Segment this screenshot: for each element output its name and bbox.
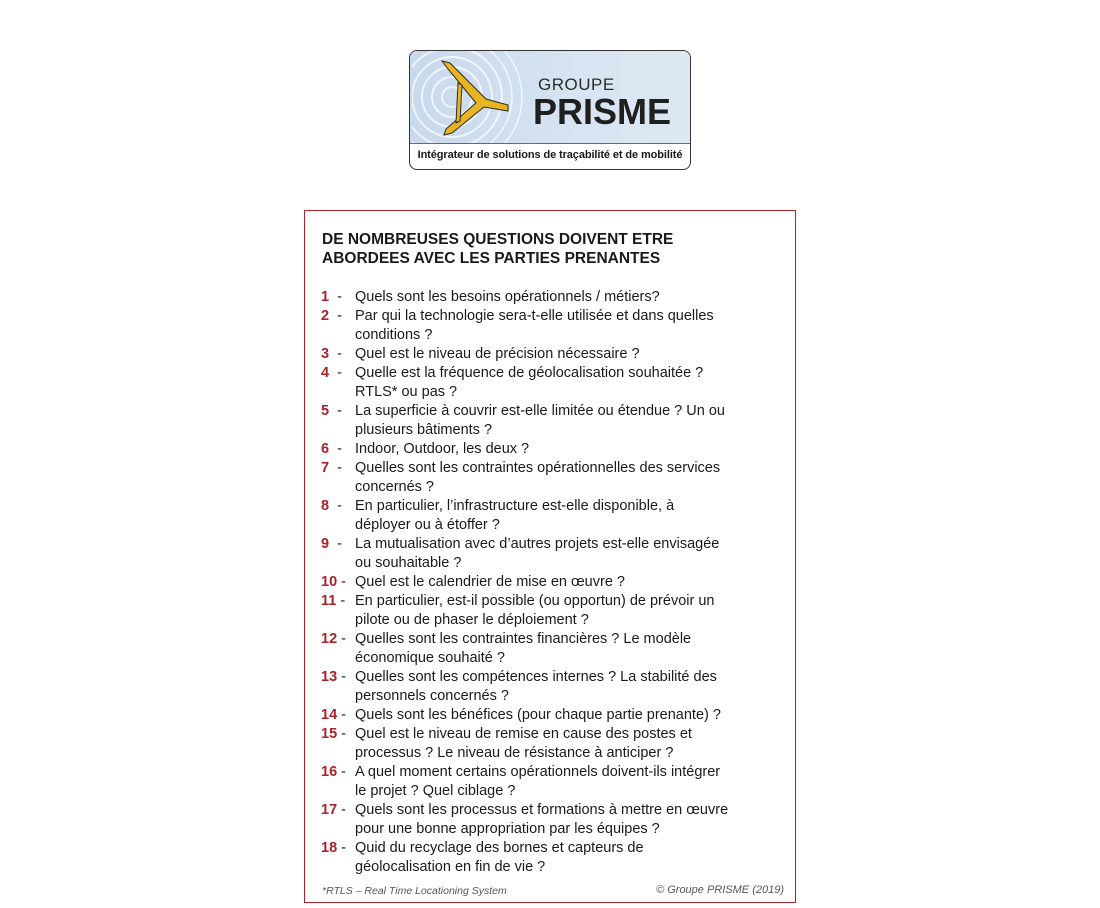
question-item <box>321 725 791 763</box>
question-number: 12 - <box>321 631 346 647</box>
heading-line: ABORDEES AVEC LES PARTIES PRENANTES <box>322 250 661 267</box>
question-item <box>321 497 791 535</box>
question-text-line: La superficie à couvrir est-elle limitée ou étendue ? Un ou <box>355 403 725 419</box>
question-number: 11 - <box>321 593 346 609</box>
logo-prisme-text: PRISME <box>533 91 672 132</box>
question-number-value: 4 <box>321 365 330 381</box>
question-text-line: ou souhaitable ? <box>355 555 462 571</box>
question-text-line: RTLS* ou pas ? <box>355 384 458 400</box>
question-text-line: déployer ou à étoffer ? <box>355 517 500 533</box>
question-text <box>355 535 791 573</box>
question-item <box>321 592 791 630</box>
question-text-line: Quid du recyclage des bornes et capteurs de <box>355 840 644 856</box>
question-text-line: processus ? Le niveau de résistance à anticiper ? <box>355 745 674 761</box>
question-text-line: Indoor, Outdoor, les deux ? <box>355 441 530 457</box>
question-number: 16 - <box>321 764 346 780</box>
question-text <box>355 345 791 364</box>
logo-banner <box>410 51 690 143</box>
question-item <box>321 763 791 801</box>
logo-tagline: Intégrateur de solutions de traçabilité et de mobilité <box>417 149 683 161</box>
question-text <box>355 440 791 459</box>
logo-divider <box>410 143 690 144</box>
question-item <box>321 459 791 497</box>
question-text <box>355 288 791 307</box>
question-text <box>355 725 791 763</box>
question-text <box>355 706 791 725</box>
question-item <box>321 345 791 364</box>
question-text-line: Par qui la technologie sera-t-elle utilisée et dans quelles <box>355 308 714 324</box>
question-number: 2 - <box>321 308 342 324</box>
question-item <box>321 668 791 706</box>
question-number: 14 - <box>321 707 346 723</box>
prism-emblem-icon <box>438 59 516 139</box>
question-item <box>321 307 791 345</box>
question-text-line: Quelles sont les contraintes opérationnelles des services <box>355 460 721 476</box>
question-text-line: En particulier, l’infrastructure est-elle disponible, à <box>355 498 675 514</box>
question-number: 7 - <box>321 460 342 476</box>
question-number-value: 2 <box>321 308 330 324</box>
question-number: 15 - <box>321 726 346 742</box>
question-number-value: 15 <box>321 726 338 742</box>
question-text-line: le projet ? Quel ciblage ? <box>355 783 516 799</box>
question-text <box>355 573 791 592</box>
copyright-notice: © Groupe PRISME (2019) <box>656 884 784 896</box>
question-number-value: 14 <box>321 707 338 723</box>
question-text-line: Quelles sont les compétences internes ? La stabilité des <box>355 669 717 685</box>
question-text-line: Quels sont les besoins opérationnels / métiers? <box>355 289 660 305</box>
question-item <box>321 801 791 839</box>
question-text <box>355 497 791 535</box>
question-text <box>355 459 791 497</box>
question-text-line: économique souhaité ? <box>355 650 505 666</box>
question-number-value: 7 <box>321 460 330 476</box>
question-text-line: Quel est le niveau de remise en cause des postes et <box>355 726 692 742</box>
question-text-line: Quelle est la fréquence de géolocalisation souhaitée ? <box>355 365 704 381</box>
question-text <box>355 763 791 801</box>
question-item <box>321 364 791 402</box>
question-text-line: géolocalisation en fin de vie ? <box>355 859 546 875</box>
question-number-value: 13 <box>321 669 338 685</box>
logo-groupe-text: GROUPE <box>538 75 615 94</box>
questions-list <box>321 288 791 877</box>
footnote-rtls: *RTLS – Real Time Locationing System <box>322 885 507 897</box>
question-number-value: 16 <box>321 764 338 780</box>
question-item <box>321 402 791 440</box>
question-text-line: Quels sont les bénéfices (pour chaque partie prenante) ? <box>355 707 721 723</box>
question-text-line: pilote ou de phaser le déploiement ? <box>355 612 589 628</box>
question-number: 1 - <box>321 289 342 305</box>
question-number-value: 10 <box>321 574 338 590</box>
question-text <box>355 402 791 440</box>
question-number: 9 - <box>321 536 342 552</box>
question-text-line: concernés ? <box>355 479 434 495</box>
question-item <box>321 706 791 725</box>
question-item <box>321 535 791 573</box>
question-text <box>355 307 791 345</box>
question-number: 17 - <box>321 802 346 818</box>
question-number: 13 - <box>321 669 346 685</box>
question-text <box>355 801 791 839</box>
question-text-line: Quelles sont les contraintes financières ? Le modèle <box>355 631 692 647</box>
question-number-value: 8 <box>321 498 330 514</box>
question-number-value: 5 <box>321 403 330 419</box>
section-heading <box>322 230 762 268</box>
question-text <box>355 839 791 877</box>
question-number-value: 18 <box>321 840 338 856</box>
question-text <box>355 630 791 668</box>
question-number-value: 12 <box>321 631 338 647</box>
question-text-line: personnels concernés ? <box>355 688 509 704</box>
question-text-line: conditions ? <box>355 327 433 343</box>
question-item <box>321 440 791 459</box>
question-item <box>321 630 791 668</box>
question-text-line: La mutualisation avec d’autres projets est-elle envisagée <box>355 536 720 552</box>
question-text-line: pour une bonne appropriation par les équipes ? <box>355 821 660 837</box>
question-number: 10 - <box>321 574 346 590</box>
question-text-line: Quel est le calendrier de mise en œuvre ? <box>355 574 625 590</box>
question-number-value: 1 <box>321 289 330 305</box>
question-text <box>355 668 791 706</box>
question-number-value: 17 <box>321 802 338 818</box>
question-text <box>355 592 791 630</box>
question-number-value: 6 <box>321 441 330 457</box>
question-number-value: 3 <box>321 346 330 362</box>
questions-frame <box>304 210 796 903</box>
question-text <box>355 364 791 402</box>
question-item <box>321 288 791 307</box>
question-item <box>321 573 791 592</box>
question-text-line: En particulier, est-il possible (ou opportun) de prévoir un <box>355 593 715 609</box>
question-number: 18 - <box>321 840 346 856</box>
question-text-line: Quels sont les processus et formations à mettre en œuvre <box>355 802 729 818</box>
question-text-line: plusieurs bâtiments ? <box>355 422 493 438</box>
question-number-value: 11 <box>321 593 337 609</box>
question-text-line: A quel moment certains opérationnels doivent-ils intégrer <box>355 764 721 780</box>
question-number: 8 - <box>321 498 342 514</box>
question-number: 3 - <box>321 346 342 362</box>
question-item <box>321 839 791 877</box>
question-number: 4 - <box>321 365 342 381</box>
question-number-value: 9 <box>321 536 330 552</box>
question-text-line: Quel est le niveau de précision nécessaire ? <box>355 346 640 362</box>
question-number: 6 - <box>321 441 342 457</box>
company-logo <box>409 50 691 170</box>
question-number: 5 - <box>321 403 342 419</box>
heading-line: DE NOMBREUSES QUESTIONS DOIVENT ETRE <box>322 231 674 248</box>
